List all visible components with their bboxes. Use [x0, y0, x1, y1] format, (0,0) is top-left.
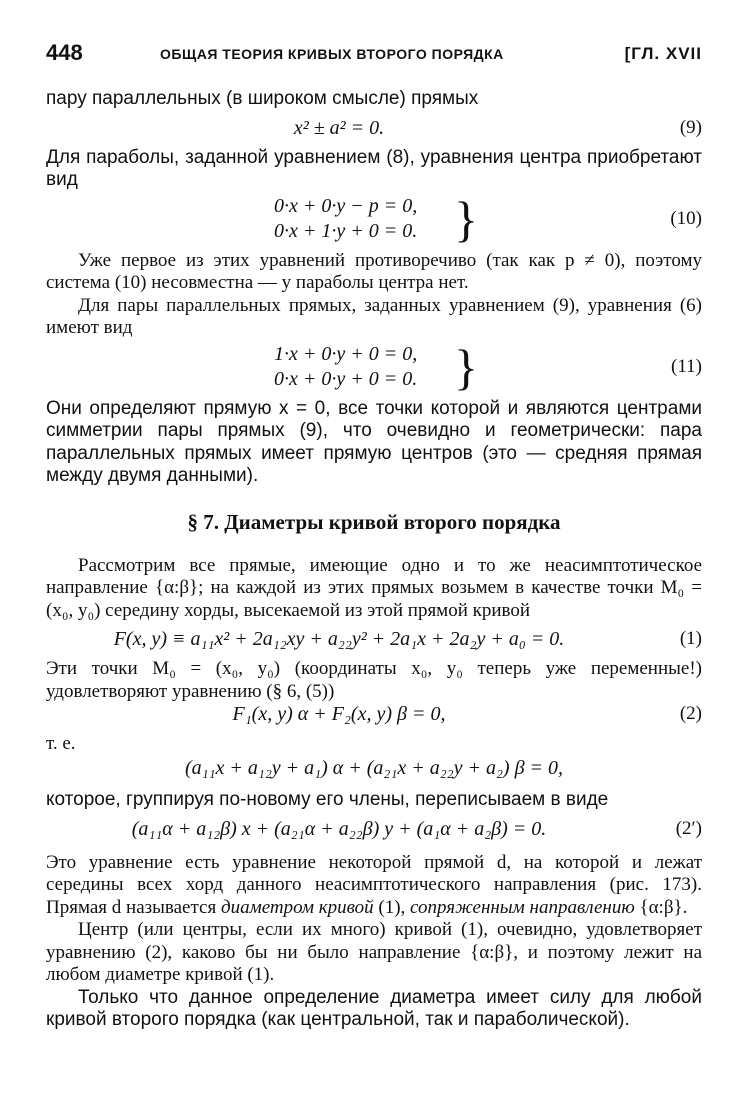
section-title: § 7. Диаметры кривой второго порядка: [187, 509, 561, 534]
paragraph-2: Для параболы, заданной уравнением (8), уравнения центра приобретают вид: [46, 146, 702, 190]
equation-1: [46, 622, 702, 658]
page-header: [46, 40, 702, 72]
system-11-line-1: 1·x + 0·y + 0 = 0,: [274, 342, 418, 365]
paragraph-9: [46, 852, 702, 920]
paragraph-3: Уже первое из этих уравнений противоречиво (так как p ≠ 0), поэтому система (10) несовместна — у параболы центра нет.: [46, 249, 702, 293]
chapter-label: [ГЛ. XVII: [624, 44, 702, 63]
equation-2-prime-formula: (a₁₁α + a₁₂β) x + (a₂₁α + a₂₂β) y + (a₁α + a₂β) = 0.: [131, 817, 547, 840]
paragraph-7: Эти точки M₀ = (x₀, y₀) (координаты x₀, y₀ теперь уже переменные!) удовлетворяют уравнению (§ 6, (5)): [46, 658, 702, 702]
term-conjugate: сопряженным направлению: [410, 896, 635, 918]
system-11-number: (11): [671, 355, 702, 377]
system-10-line-1: 0·x + 0·y − p = 0,: [274, 194, 418, 217]
system-10-line-2: 0·x + 1·y + 0 = 0.: [274, 219, 418, 242]
equation-te-formula: (a₁₁x + a₁₂y + a₁) α + (a₂₁x + a₂₂y + a₂) β = 0,: [184, 757, 564, 779]
equation-1-number: (1): [679, 628, 702, 649]
equation-9: [46, 111, 702, 147]
right-brace-icon: }: [454, 338, 478, 395]
system-10-lines: [274, 194, 417, 244]
paragraph-9-text-a: Это уравнение есть уравнение некоторой прямой d, на которой и лежат середины всех хорд данного неасимптотического направления (рис. 173). Прямая d называется: [46, 851, 702, 918]
paragraph-8: которое, группируя по-новому его члены, переписываем в виде: [46, 789, 609, 810]
paragraph-9-text-e: {α:β}.: [634, 896, 688, 918]
equation-2: [46, 703, 702, 733]
equation-2-number: (2): [679, 703, 702, 724]
paragraph-4: Для пары параллельных прямых, заданных уравнением (9), уравнения (6) имеют вид: [46, 294, 702, 338]
system-11: [46, 340, 702, 398]
equation-9-number: (9): [679, 116, 702, 138]
system-10: [46, 192, 702, 250]
equation-2-formula: F₁(x, y) α + F₂(x, y) β = 0,: [232, 703, 446, 725]
equation-2-prime: [46, 812, 702, 852]
paragraph-6: Рассмотрим все прямые, имеющие одно и то же неасимптотическое направление {α:β}; на каждой из этих прямых возьмем в качестве точки M₀ = (x₀, y₀) середину хорды, высекаемой из этой прямой кривой: [46, 554, 702, 621]
running-title: ОБЩАЯ ТЕОРИЯ КРИВЫХ ВТОРОГО ПОРЯДКА: [160, 46, 504, 62]
page-number: 448: [46, 40, 83, 65]
system-11-lines: [274, 342, 417, 392]
term-diameter: диаметром кривой: [220, 896, 374, 918]
system-10-number: (10): [670, 207, 702, 229]
paragraph-10: Центр (или центры, если их много) кривой (1), очевидно, удовлетворяет уравнению (2), каково бы ни было направление {α:β}, и поэтому лежит на любом диаметре кривой (1).: [46, 919, 702, 985]
system-11-line-2: 0·x + 0·y + 0 = 0.: [274, 367, 418, 390]
right-brace-icon: }: [454, 190, 478, 247]
te-label: т. е.: [46, 733, 76, 754]
paragraph-5: Они определяют прямую x = 0, все точки которой и являются центрами симметрии пары прямых (9), что очевидно и геометрически: пара параллельных прямых имеет прямую центров (это — средняя прямая между двумя данными).: [46, 397, 702, 486]
equation-9-formula: x² ± a² = 0.: [293, 116, 385, 139]
equation-1-formula: F(x, y) ≡ a₁₁x² + 2a₁₂xy + a₂₂y² + 2a₁x + 2a₂y + a₀ = 0.: [113, 628, 565, 650]
paragraph-1: пару параллельных (в широком смысле) прямых: [46, 88, 479, 109]
page-body: [46, 88, 702, 1032]
equation-te: [46, 755, 702, 789]
paragraph-9-text-c: (1),: [373, 896, 411, 918]
paragraph-11: Только что данное определение диаметра имеет силу для любой кривой второго порядка (как центральной, так и параболической).: [46, 986, 702, 1030]
equation-2-prime-number: (2′): [675, 817, 702, 839]
